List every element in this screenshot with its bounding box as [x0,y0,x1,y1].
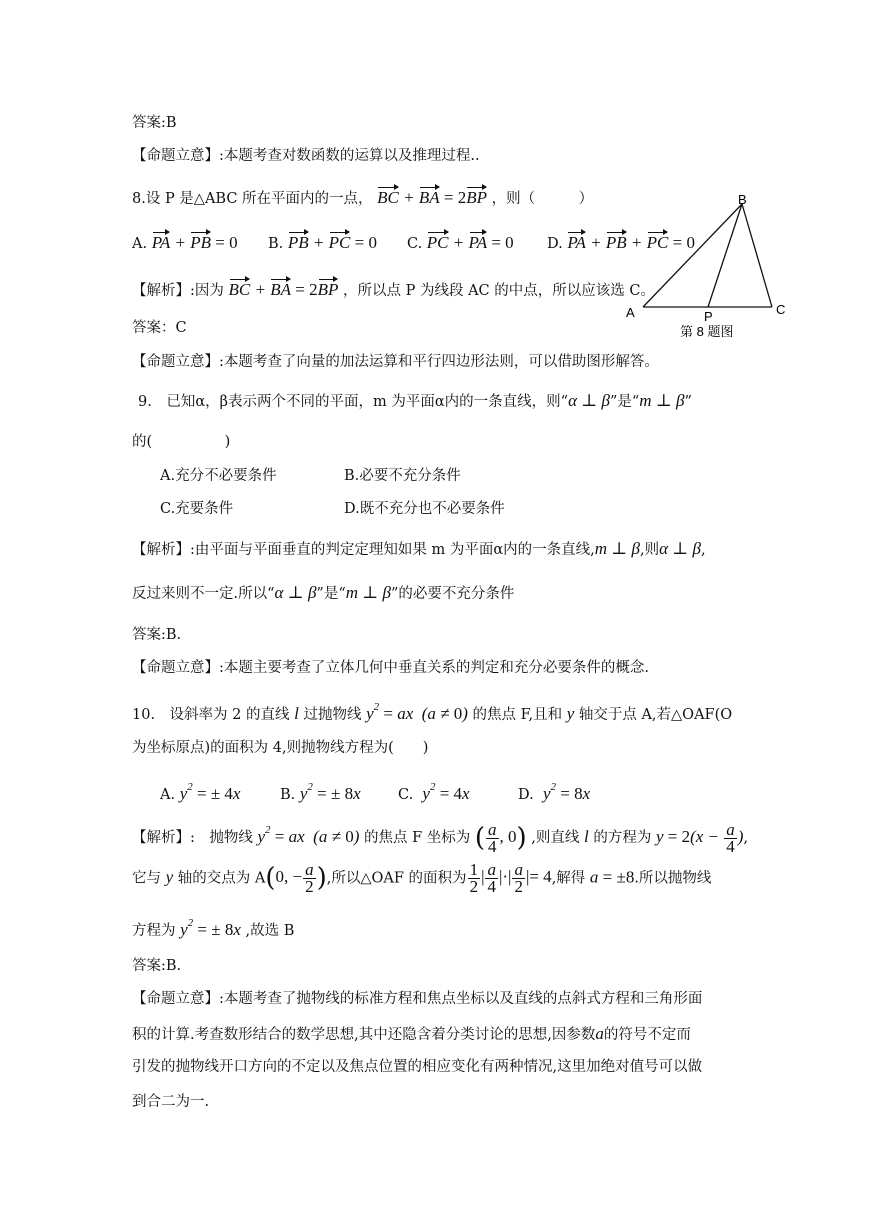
q8-option-b: B. PB + PC = 0 [268,233,377,252]
q10-stem-line2: 为坐标原点)的面积为 4,则抛物线方程为( ) [132,740,429,756]
q9-blank: 的( ) [132,434,231,450]
q10-option-b: B. $y^2$ = ± 8x [280,781,361,803]
q10-intent-line4: 到合二为一. [132,1094,210,1110]
q8-answer: 答案：C [132,320,187,336]
q10-intent-line1: 【命题立意】:本题考查了抛物线的标准方程和焦点坐标以及直线的点斜式方程和三角形面 [132,991,703,1007]
q8-intent: 【命题立意】:本题考查了向量的加法运算和平行四边形法则，可以借助图形解答。 [132,354,659,370]
vertex-label-c: C [776,302,786,317]
q9-option-d: D.既不充分也不必要条件 [344,501,505,517]
q9-option-c: C.充要条件 [160,501,234,517]
q8-stem: 8.设 P 是△ABC 所在平面内的一点， BC + BA = 2BP ，则（ ） [132,188,594,207]
intent-line-7: 【命题立意】:本题考查对数函数的运算以及推理过程.. [132,148,480,164]
q10-answer: 答案:B. [132,958,182,974]
q10-analysis-line2: 它与 y 轴的交点为 A(0, − $\frac{a}{2}$ ),所以△OAF 的面积为 $\frac{1}{2}$ | $\frac{a}{4}$ |·| $\frac{a}{2}$ |= 4,解得 a = ±8.所以抛物线 [132,860,712,896]
q9-stem: 9. 已知α，β表示两个不同的平面，m 为平面α内的一条直线，则“α ⊥ β”是“m ⊥ β” [138,391,692,410]
q9-option-a: A.充分不必要条件 [160,468,277,484]
q10-option-d: D. $y^2 = 8x$ [518,781,591,803]
point-label-p: P [704,309,713,324]
q8-option-c: C. PC + PA = 0 [407,233,514,252]
q10-intent-line2: 积的计算.考查数形结合的数学思想,其中还隐含着分类讨论的思想,因参数a的符号不定而 [132,1024,691,1043]
q8-analysis: 【解析】:因为 BC + BA = 2BP ，所以点 P 为线段 AC 的中点，所以应该选 C。 [132,280,655,299]
vertex-label-b: B [738,192,747,207]
q8-vector-equation: BC + BA = 2BP [377,188,488,207]
q10-analysis-line3: 方程为 $y^2$ = ± 8x ,故选 B [132,917,295,939]
segment-bp [708,204,742,307]
triangle-side-bc [742,204,772,307]
q9-option-b: B.必要不充分条件 [344,468,461,484]
q10-option-a: A. $y^2$ = ± 4x [160,781,241,803]
q10-analysis-line1: 【解析】: 抛物线 $y^2$ = ax (a ≠ 0) 的焦点 F 坐标为 ( $\frac{a}{4}$ , 0) ,则直线 l 的方程为 y = 2(x − $\frac{a}{4}$ ), [132,819,749,856]
q9-analysis-line1: 【解析】:由平面与平面垂直的判定定理知如果 m 为平面α内的一条直线,m ⊥ β,则α ⊥ β, [132,539,706,558]
q8-option-a: A. PA + PB = 0 [132,233,238,252]
triangle-figure [620,190,790,345]
figure-caption: 第 8 题图 [680,324,734,339]
q9-answer: 答案:B. [132,627,182,643]
q8-option-d: D. PA + PB + PC = 0 [547,233,695,252]
q9-intent: 【命题立意】:本题主要考查了立体几何中垂直关系的判定和充分必要条件的概念. [132,660,649,676]
q10-option-c: C. $y^2 = 4x$ [398,781,470,803]
vertex-label-a: A [626,305,635,320]
q10-stem-line1: 10. 设斜率为 2 的直线 l 过抛物线 $y^2$ = ax (a ≠ 0) 的焦点 F,且和 y 轴交于点 A,若△OAF(O [132,701,733,723]
q9-analysis-line2: 反过来则不一定.所以“α ⊥ β”是“m ⊥ β”的必要不充分条件 [132,583,515,602]
triangle-side-ab [643,204,742,307]
answer-line-7: 答案:B [132,115,177,131]
q10-intent-line3: 引发的抛物线开口方向的不定以及焦点位置的相应变化有两种情况,这里加绝对值号可以做 [132,1059,703,1075]
